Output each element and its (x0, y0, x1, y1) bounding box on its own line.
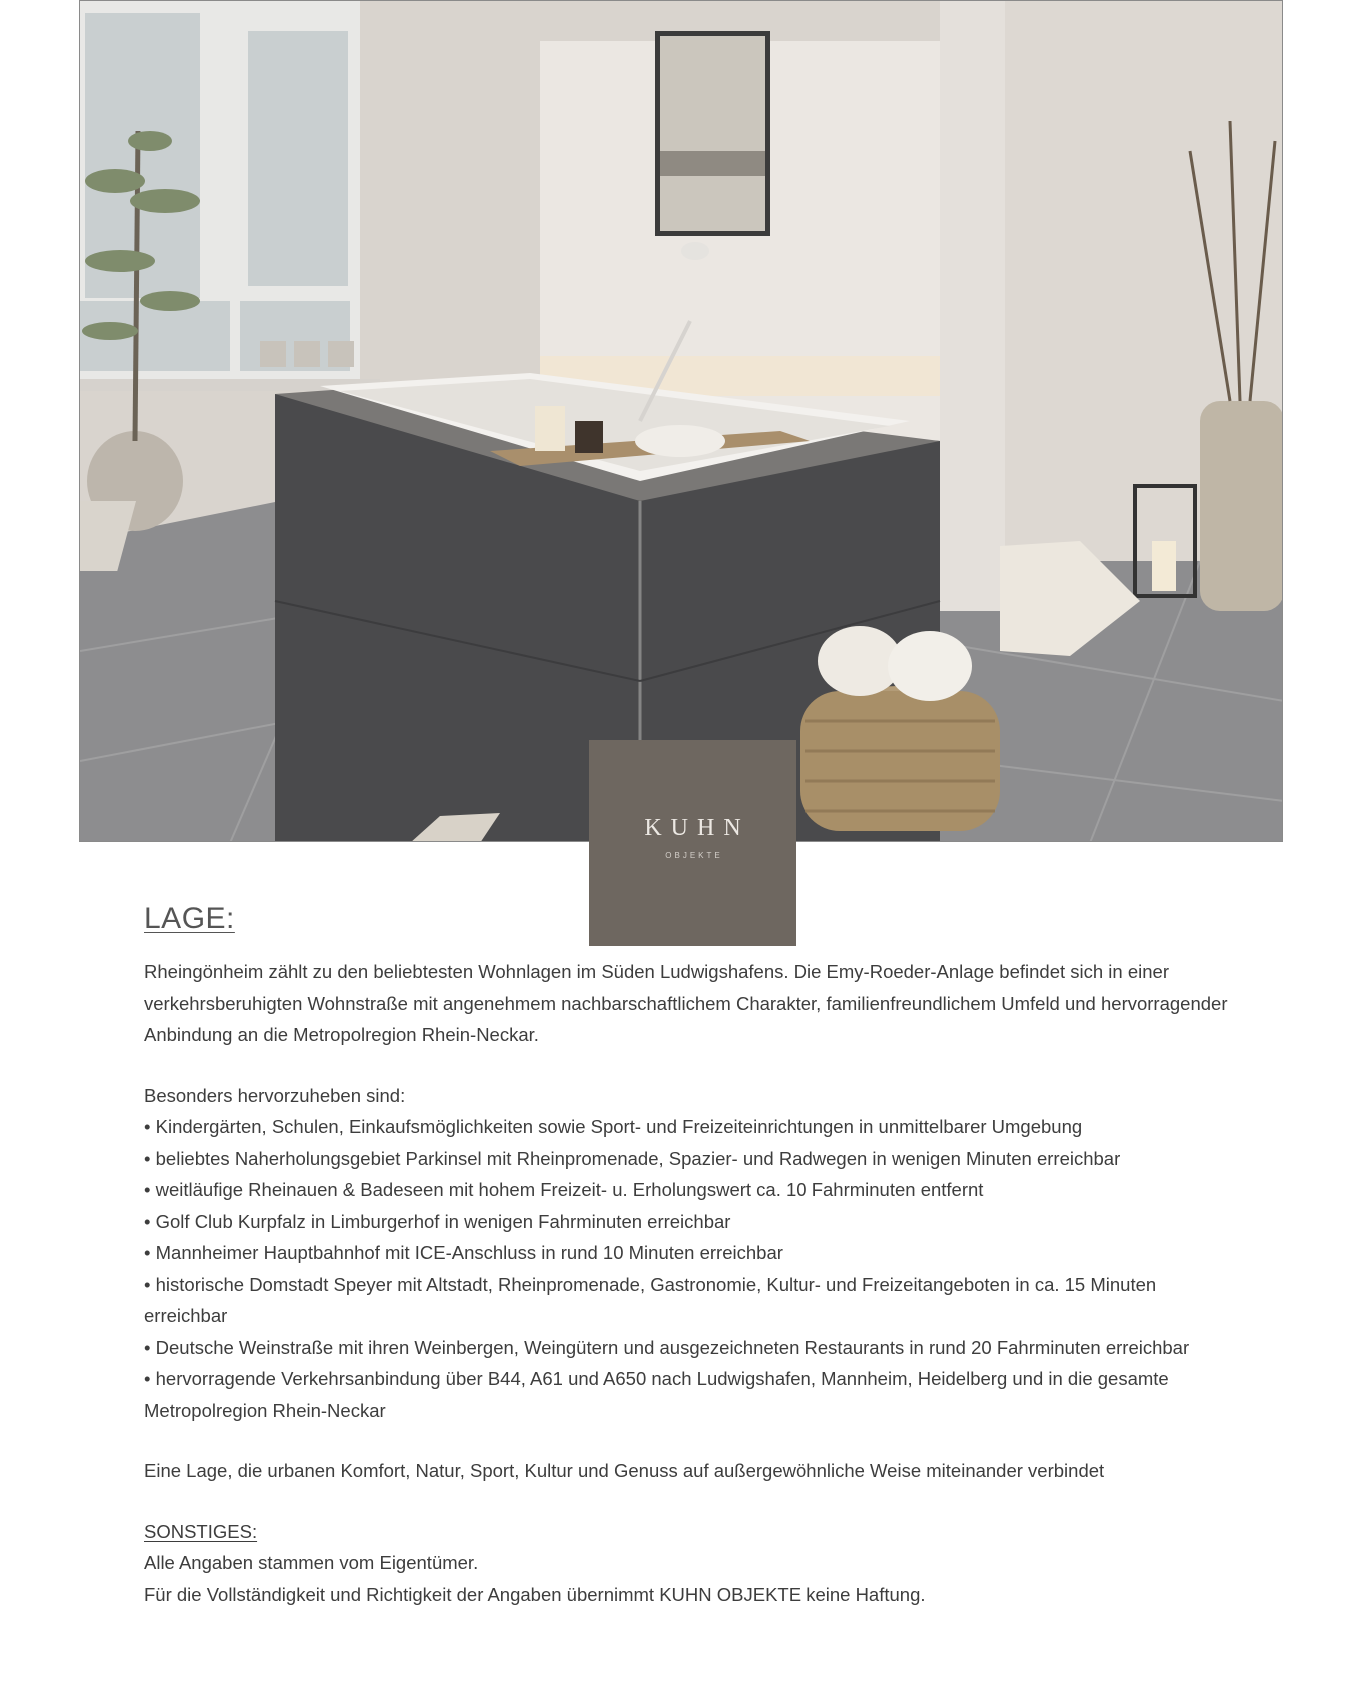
lage-closing: Eine Lage, die urbanen Komfort, Natur, Sport, Kultur und Genuss auf außergewöhnliche Weise miteinander verbindet (144, 1460, 1105, 1481)
list-intro: Besonders hervorzuheben sind: (144, 1084, 406, 1106)
sonstiges-heading: SONSTIGES: (144, 1520, 258, 1542)
list-item: • beliebtes Naherholungsgebiet Parkinsel mit Rheinpromenade, Spazier- und Radwegen in wenigen Minuten erreichbar (144, 1143, 1244, 1175)
bathroom-photo (79, 0, 1283, 842)
logo-subtitle: OBJEKTE (665, 851, 723, 860)
sonstiges-line-1: Alle Angaben stammen vom Eigentümer. (144, 1552, 479, 1573)
main-content (144, 902, 1244, 1610)
list-item: • Deutsche Weinstraße mit ihren Weinbergen, Weingütern und ausgezeichneten Restaurants in rund 20 Fahrminuten erreichbar (144, 1332, 1244, 1364)
bathroom-illustration (80, 1, 1283, 842)
lage-heading: LAGE: (144, 902, 235, 935)
list-item: • weitläufige Rheinauen & Badeseen mit hohem Freizeit- u. Erholungswert ca. 10 Fahrminuten entfernt (144, 1174, 1244, 1206)
list-item: • Kindergärten, Schulen, Einkaufsmöglichkeiten sowie Sport- und Freizeiteinrichtungen in unmittelbarer Umgebung (144, 1111, 1244, 1143)
list-item: • Golf Club Kurpfalz in Limburgerhof in wenigen Fahrminuten erreichbar (144, 1206, 1244, 1238)
list-item: • Mannheimer Hauptbahnhof mit ICE-Anschluss in rund 10 Minuten erreichbar (144, 1237, 1244, 1269)
lage-intro: Rheingönheim zählt zu den beliebtesten Wohnlagen im Süden Ludwigshafens. Die Emy-Roeder-Anlage befindet sich in einer verkehrsberuhigten Wohnstraße mit angenehmem nachbarschaftlichem Charakter, familienfreundlichem Umfeld und hervorragender Anbindung an die Metropolregion Rhein-Neckar. (144, 961, 1228, 1045)
lage-text (144, 956, 1244, 1610)
highlights-list (144, 1111, 1244, 1426)
list-item: • hervorragende Verkehrsanbindung über B44, A61 und A650 nach Ludwigshafen, Mannheim, Heidelberg und in die gesamte Metropolregion Rhein-Neckar (144, 1363, 1244, 1426)
sonstiges-line-2: Für die Vollständigkeit und Richtigkeit der Angaben übernimmt KUHN OBJEKTE keine Haftung. (144, 1583, 926, 1605)
list-item: • historische Domstadt Speyer mit Altstadt, Rheinpromenade, Gastronomie, Kultur- und Freizeitangeboten in ca. 15 Minuten erreichbar (144, 1269, 1244, 1332)
logo-name: KUHN (644, 815, 750, 841)
